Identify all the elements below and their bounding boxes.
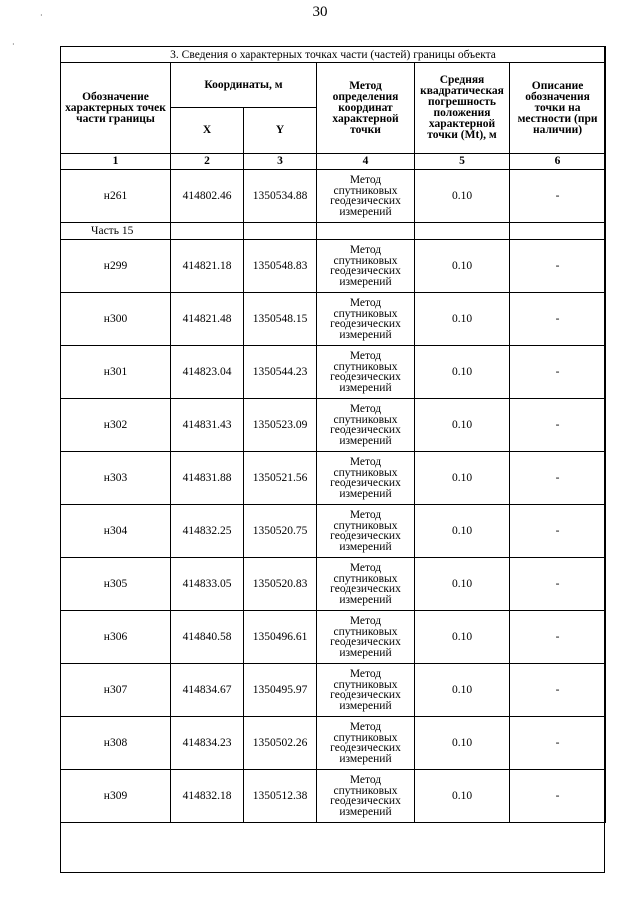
scan-dot-mark: · — [12, 40, 15, 49]
table-row — [61, 664, 606, 717]
part-row — [61, 223, 606, 240]
error-cell: 0.10 — [415, 170, 510, 223]
method-cell: Метод спутниковых геодезических измерений — [317, 399, 415, 452]
error-cell: 0.10 — [415, 717, 510, 770]
table-row — [61, 452, 606, 505]
empty-cell — [415, 223, 510, 240]
coord-y: 1350512.38 — [244, 770, 317, 823]
table-row — [61, 558, 606, 611]
coord-x: 414834.23 — [171, 717, 244, 770]
table-row — [61, 293, 606, 346]
column-number: 4 — [317, 154, 415, 170]
table-row — [61, 505, 606, 558]
coord-x: 414832.25 — [171, 505, 244, 558]
point-id: н302 — [61, 399, 171, 452]
coord-x: 414833.05 — [171, 558, 244, 611]
empty-cell — [171, 223, 244, 240]
column-number: 6 — [510, 154, 606, 170]
description-cell: - — [510, 399, 606, 452]
column-number: 1 — [61, 154, 171, 170]
point-id: н301 — [61, 346, 171, 399]
coord-y: 1350544.23 — [244, 346, 317, 399]
table-row — [61, 170, 606, 223]
error-cell: 0.10 — [415, 611, 510, 664]
description-cell: - — [510, 664, 606, 717]
header-coordinates: Координаты, м — [171, 63, 317, 108]
header-description: Описание обозначения точки на местности (при наличии) — [510, 63, 606, 154]
boundary-points-table — [60, 46, 606, 823]
point-id: н304 — [61, 505, 171, 558]
error-cell: 0.10 — [415, 505, 510, 558]
method-cell: Метод спутниковых геодезических измерений — [317, 558, 415, 611]
scan-dot-mark: · — [40, 11, 43, 20]
description-cell: - — [510, 452, 606, 505]
error-cell: 0.10 — [415, 770, 510, 823]
method-cell: Метод спутниковых геодезических измерений — [317, 664, 415, 717]
method-cell: Метод спутниковых геодезических измерений — [317, 611, 415, 664]
description-cell: - — [510, 293, 606, 346]
coord-y: 1350496.61 — [244, 611, 317, 664]
table-row — [61, 770, 606, 823]
coord-y: 1350548.15 — [244, 293, 317, 346]
method-cell: Метод спутниковых геодезических измерений — [317, 170, 415, 223]
column-number: 5 — [415, 154, 510, 170]
table-row — [61, 611, 606, 664]
section-title: 3. Сведения о характерных точках части (частей) границы объекта — [61, 47, 606, 63]
point-id: н303 — [61, 452, 171, 505]
description-cell: - — [510, 717, 606, 770]
part-label: Часть 15 — [61, 223, 171, 240]
description-cell: - — [510, 558, 606, 611]
table-row — [61, 717, 606, 770]
point-id: н300 — [61, 293, 171, 346]
header-y: Y — [244, 108, 317, 154]
error-cell: 0.10 — [415, 558, 510, 611]
coord-y: 1350548.83 — [244, 240, 317, 293]
coord-x: 414821.48 — [171, 293, 244, 346]
header-error: Средняя квадратическая погрешность положения характерной точки (Mt), м — [415, 63, 510, 154]
error-cell: 0.10 — [415, 293, 510, 346]
description-cell: - — [510, 240, 606, 293]
empty-cell — [317, 223, 415, 240]
point-id: н309 — [61, 770, 171, 823]
table-row — [61, 399, 606, 452]
description-cell: - — [510, 505, 606, 558]
column-number: 3 — [244, 154, 317, 170]
point-id: н308 — [61, 717, 171, 770]
method-cell: Метод спутниковых геодезических измерений — [317, 452, 415, 505]
coord-y: 1350502.26 — [244, 717, 317, 770]
error-cell: 0.10 — [415, 664, 510, 717]
error-cell: 0.10 — [415, 346, 510, 399]
coord-x: 414823.04 — [171, 346, 244, 399]
method-cell: Метод спутниковых геодезических измерений — [317, 505, 415, 558]
header-x: X — [171, 108, 244, 154]
coord-x: 414802.46 — [171, 170, 244, 223]
method-cell: Метод спутниковых геодезических измерений — [317, 717, 415, 770]
coord-y: 1350521.56 — [244, 452, 317, 505]
empty-cell — [510, 223, 606, 240]
description-cell: - — [510, 170, 606, 223]
coord-x: 414821.18 — [171, 240, 244, 293]
error-cell: 0.10 — [415, 399, 510, 452]
table-row — [61, 240, 606, 293]
point-id: н307 — [61, 664, 171, 717]
coord-x: 414831.43 — [171, 399, 244, 452]
coord-y: 1350495.97 — [244, 664, 317, 717]
point-id: н305 — [61, 558, 171, 611]
description-cell: - — [510, 611, 606, 664]
error-cell: 0.10 — [415, 240, 510, 293]
empty-cell — [244, 223, 317, 240]
header-designation: Обозначение характерных точек части границы — [61, 63, 171, 154]
point-id: н299 — [61, 240, 171, 293]
error-cell: 0.10 — [415, 452, 510, 505]
column-number: 2 — [171, 154, 244, 170]
description-cell: - — [510, 770, 606, 823]
coord-x: 414831.88 — [171, 452, 244, 505]
method-cell: Метод спутниковых геодезических измерений — [317, 770, 415, 823]
coord-y: 1350520.83 — [244, 558, 317, 611]
coord-y: 1350534.88 — [244, 170, 317, 223]
description-cell: - — [510, 346, 606, 399]
coord-x: 414834.67 — [171, 664, 244, 717]
coord-x: 414832.18 — [171, 770, 244, 823]
point-id: н306 — [61, 611, 171, 664]
table-row — [61, 346, 606, 399]
coord-x: 414840.58 — [171, 611, 244, 664]
method-cell: Метод спутниковых геодезических измерений — [317, 293, 415, 346]
method-cell: Метод спутниковых геодезических измерений — [317, 346, 415, 399]
point-id: н261 — [61, 170, 171, 223]
method-cell: Метод спутниковых геодезических измерений — [317, 240, 415, 293]
header-method: Метод определения координат характерной точки — [317, 63, 415, 154]
page-number: 30 — [312, 4, 328, 20]
coord-y: 1350520.75 — [244, 505, 317, 558]
coord-y: 1350523.09 — [244, 399, 317, 452]
